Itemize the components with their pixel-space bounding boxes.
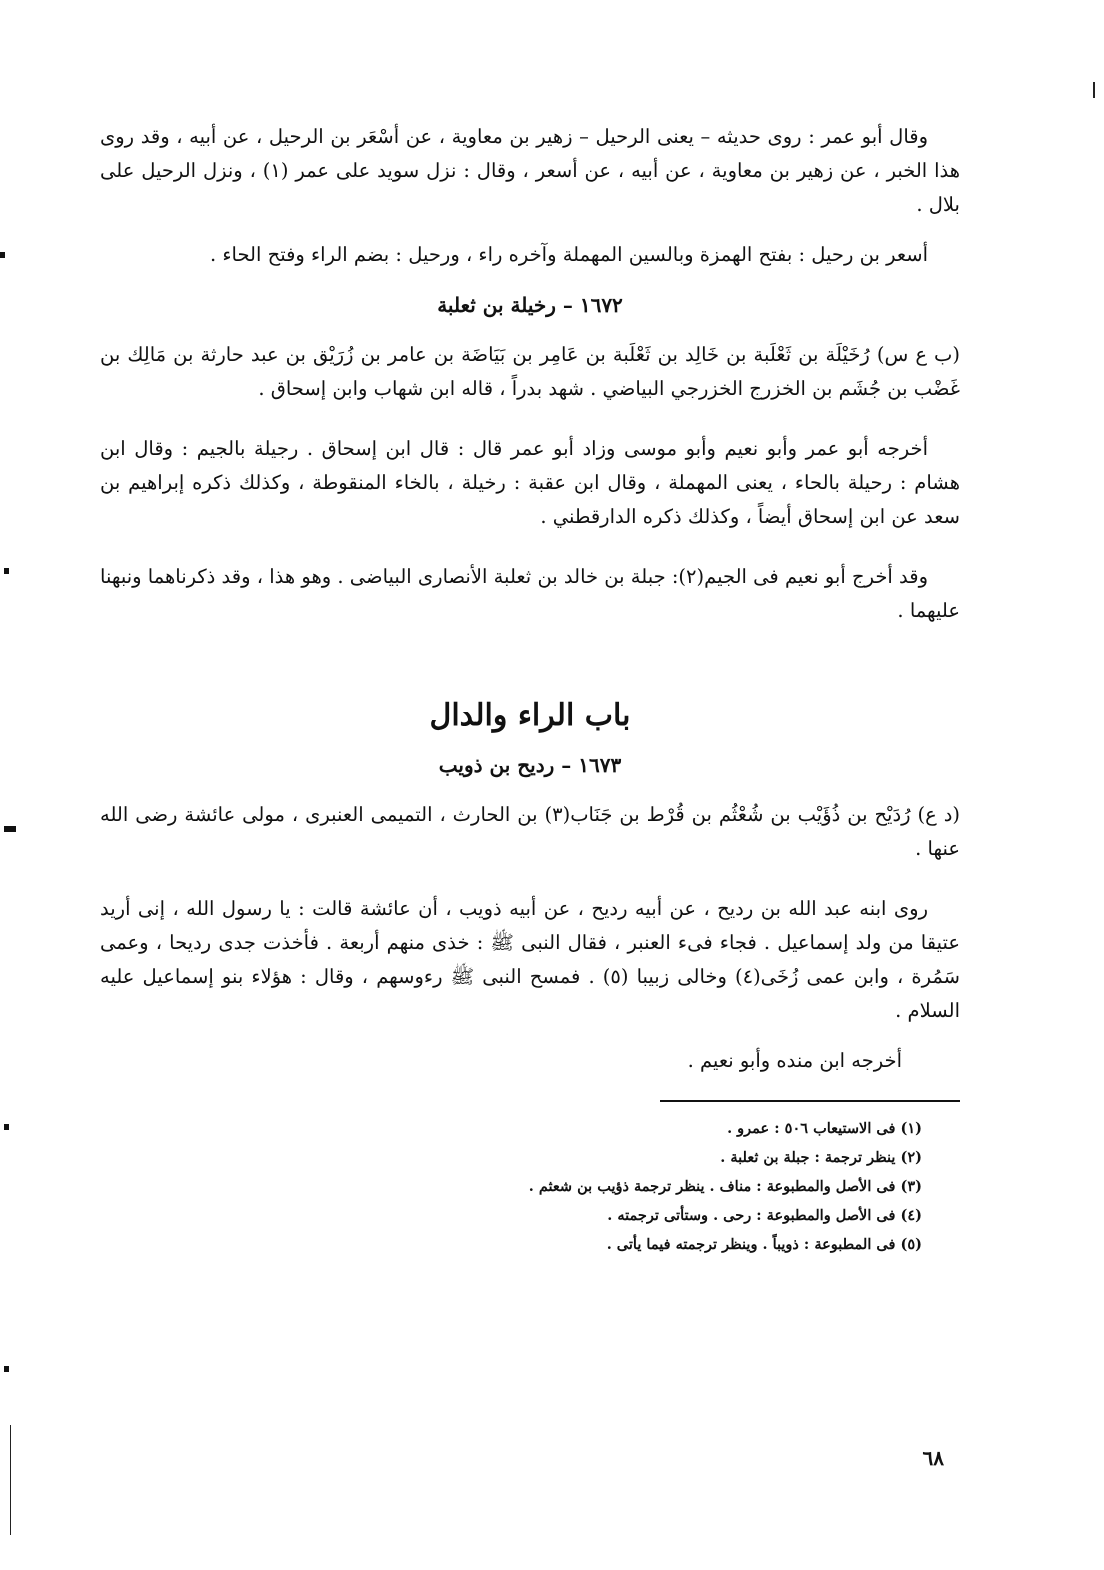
entry-heading-1672: ١٦٧٢ – رخيلة بن ثعلبة [437,293,623,317]
page-number: ٦٨ [922,1446,944,1470]
entry-1672-paragraph: وقد أخرج أبو نعيم فى الجيم(٢): جبلة بن خالد بن ثعلبة الأنصارى البياضى . وهو هذا ، وقد ذكرناهما ونبهنا عليهما . [100,565,960,622]
paragraph-asar-spelling: أسعر بن رحيل : بفتح الهمزة وبالسين المهملة وآخره راء ، ورحيل : بضم الراء وفتح الحاء . [209,243,928,266]
margin-line [1093,82,1095,98]
entry-heading-1673: ١٦٧٣ – رديح بن ذويب [438,753,622,777]
margin-mark [4,568,9,574]
margin-mark [4,826,16,832]
margin-mark [4,1366,9,1372]
margin-mark [0,252,5,258]
entry-1673-paragraph: (د ع) رُدَيْح بن ذُؤَيْب بن شُعْثُم بن قُرْط بن جَنَاب(٣) بن الحارث ، التميمى العنبرى ، مولى عائشة رضى الله عنها . [100,803,960,860]
entry-1672-paragraph: أخرجه أبو عمر وأبو نعيم وأبو موسى وزاد أبو عمر قال : قال ابن إسحاق . رجيلة بالجيم : وقال ابن هشام : رحيلة بالحاء ، يعنى المهملة ، وقال ابن عقبة : رخيلة ، بالخاء المنقوطة ، وكذلك ذكره إبراهيم بن سعد عن ابن إسحاق أيضاً ، وكذلك ذكره الدارقطني . [100,437,960,528]
footnote: (٢) ينظر ترجمة : جبلة بن ثعلبة . [720,1149,922,1166]
entry-1673-paragraph: أخرجه ابن منده وأبو نعيم . [687,1049,902,1072]
chapter-title: باب الراء والدال [429,698,631,733]
footnote: (٤) فى الأصل والمطبوعة : رحى . وستأتى ترجمته . [607,1207,922,1224]
margin-line [10,1425,11,1535]
footnote: (٣) فى الأصل والمطبوعة : مناف . ينظر ترجمة ذؤيب بن شعثم . [528,1178,922,1195]
footnote: (٥) فى المطبوعة : ذويباً . وينظر ترجمته فيما يأتى . [606,1236,922,1253]
entry-1672-paragraph: (ب ع س) رُخَيْلَة بن ثَعْلَبة بن خَالِد بن ثَعْلَبة بن عَامِر بن بَيَاضَة بن عامر بن زُرَيْق بن عبد حارثة بن مَالِك بن غَضْب بن جُشَم بن الخزرج الخزرجي البياضي . شهد بدراً ، قاله ابن شهاب وابن إسحاق . [100,343,960,400]
footnote: (١) فى الاستيعاب ٥٠٦ : عمرو . [727,1120,922,1137]
margin-mark [4,1124,9,1130]
page-body [100,120,960,1259]
paragraph-abu-umar: وقال أبو عمر : روى حديثه – يعنى الرحيل – زهير بن معاوية ، عن أسْعَر بن الرحيل ، عن أبيه ، وقد روى هذا الخبر ، عن زهير بن معاوية ، عن أبيه ، عن أسعر ، وقال : نزل سويد على عمر (١) ، ونزل الرحيل على بلال . [100,125,961,216]
footnotes [528,1100,960,1259]
entry-1673-paragraph: روى ابنه عبد الله بن رديح ، عن أبيه رديح ، عن أبيه ذويب ، أن عائشة قالت : يا رسول الله ، إنى أريد عتيقا من ولد إسماعيل . فجاء فىء العنبر ، فقال النبى ﷺ : خذى منهم أربعة . فأخذت جدى رديحا ، وعمى سَمُرة ، وابن عمى زُخَى(٤) وخالى زبيبا (٥) . فمسح النبى ﷺ رءوسهم ، وقال : هؤلاء بنو إسماعيل عليه السلام . [100,897,960,1022]
